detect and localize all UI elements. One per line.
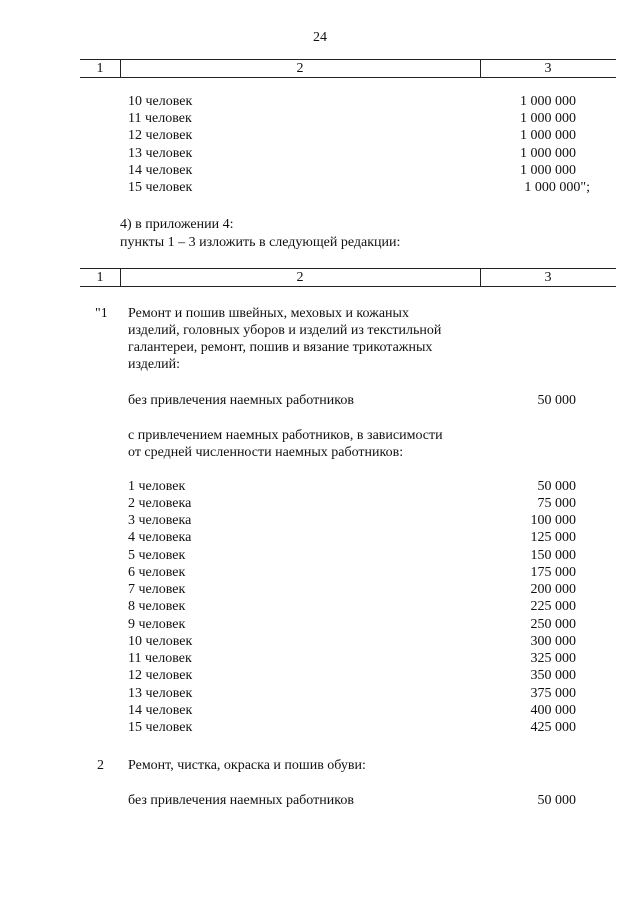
table1-row-value: 1 000 000 bbox=[520, 163, 576, 178]
workers-row-value: 375 000 bbox=[530, 686, 576, 701]
workers-row-value: 75 000 bbox=[537, 496, 576, 511]
table1-row-label: 13 человек bbox=[128, 146, 193, 161]
workers-row-value: 225 000 bbox=[530, 599, 576, 614]
table1-row-label: 10 человек bbox=[128, 94, 193, 109]
workers-row-label: 14 человек bbox=[128, 703, 193, 718]
item-number: 2 bbox=[97, 758, 104, 773]
workers-row-label: 11 человек bbox=[128, 651, 192, 666]
workers-row-value: 175 000 bbox=[530, 565, 576, 580]
workers-row-value: 250 000 bbox=[530, 617, 576, 632]
page-number: 24 bbox=[313, 30, 327, 45]
workers-row-label: 8 человек bbox=[128, 599, 186, 614]
table1-row-label: 11 человек bbox=[128, 111, 192, 126]
workers-row-value: 325 000 bbox=[530, 651, 576, 666]
workers-row-value: 300 000 bbox=[530, 634, 576, 649]
workers-row-label: 7 человек bbox=[128, 582, 186, 597]
table1-row-label: 15 человек bbox=[128, 180, 193, 195]
item-title-line: галантереи, ремонт, пошив и вязание трикотажных bbox=[128, 340, 433, 355]
workers-row-label: 13 человек bbox=[128, 686, 193, 701]
item-number: "1 bbox=[95, 306, 108, 321]
table2-header bbox=[80, 268, 616, 287]
table1-header-col3: 3 bbox=[544, 61, 552, 76]
without-workers-label: без привлечения наемных работников bbox=[128, 393, 354, 408]
table2-header-col3: 3 bbox=[544, 270, 552, 285]
workers-row-value: 350 000 bbox=[530, 668, 576, 683]
with-workers-line: с привлечением наемных работников, в зависимости bbox=[128, 428, 443, 443]
workers-row-label: 6 человек bbox=[128, 565, 186, 580]
table1-header-col2: 2 bbox=[296, 61, 304, 76]
workers-row-label: 15 человек bbox=[128, 720, 193, 735]
without-workers-label: без привлечения наемных работников bbox=[128, 793, 354, 808]
table1-row-value: 1 000 000"; bbox=[524, 180, 590, 195]
item-title-line: изделий: bbox=[128, 357, 180, 372]
item-title-line: Ремонт и пошив швейных, меховых и кожаных bbox=[128, 306, 409, 321]
table1-row-value: 1 000 000 bbox=[520, 128, 576, 143]
with-workers-line: от средней численности наемных работников: bbox=[128, 445, 404, 460]
table1-header-col1: 1 bbox=[96, 61, 104, 76]
workers-row-label: 4 человека bbox=[128, 530, 192, 545]
workers-row-label: 1 человек bbox=[128, 479, 186, 494]
without-workers-value: 50 000 bbox=[537, 393, 576, 408]
workers-row-value: 50 000 bbox=[537, 479, 576, 494]
item-title-line: Ремонт, чистка, окраска и пошив обуви: bbox=[128, 758, 366, 773]
workers-row-label: 9 человек bbox=[128, 617, 186, 632]
workers-row-label: 5 человек bbox=[128, 548, 186, 563]
workers-row-value: 150 000 bbox=[530, 548, 576, 563]
table1-row-value: 1 000 000 bbox=[520, 111, 576, 126]
table1-row-label: 14 человек bbox=[128, 163, 193, 178]
item-title-line: изделий, головных уборов и изделий из текстильной bbox=[128, 323, 442, 338]
workers-row-label: 10 человек bbox=[128, 634, 193, 649]
table2-header-col1: 1 bbox=[96, 270, 104, 285]
workers-row-value: 425 000 bbox=[530, 720, 576, 735]
workers-row-value: 200 000 bbox=[530, 582, 576, 597]
workers-row-value: 100 000 bbox=[530, 513, 576, 528]
workers-row-label: 12 человек bbox=[128, 668, 193, 683]
table1-row-value: 1 000 000 bbox=[520, 94, 576, 109]
workers-row-value: 125 000 bbox=[530, 530, 576, 545]
paragraph-line: 4) в приложении 4: bbox=[120, 217, 234, 232]
workers-row-label: 3 человека bbox=[128, 513, 192, 528]
workers-row-label: 2 человека bbox=[128, 496, 192, 511]
table1-row-label: 12 человек bbox=[128, 128, 193, 143]
workers-row-value: 400 000 bbox=[530, 703, 576, 718]
table2-header-col2: 2 bbox=[296, 270, 304, 285]
table1-header bbox=[80, 59, 616, 78]
without-workers-value: 50 000 bbox=[537, 793, 576, 808]
table1-row-value: 1 000 000 bbox=[520, 146, 576, 161]
paragraph-line: пункты 1 – 3 изложить в следующей редакции: bbox=[120, 235, 401, 250]
